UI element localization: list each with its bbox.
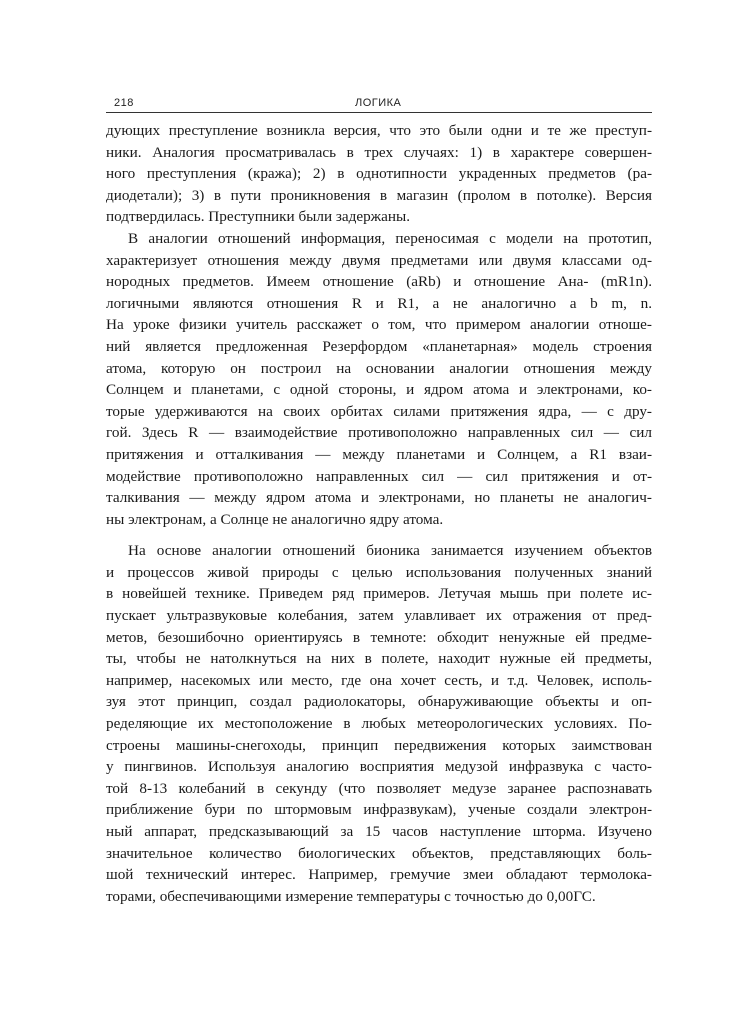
text-line: ный аппарат, предсказывающий за 15 часов наступление шторма. Изучено — [106, 823, 652, 840]
text-line: строены машины-снегоходы, принцип передвижения которых заимствован — [106, 736, 652, 754]
text-line: метов, безошибочно ориентируясь в темноте: обходит ненужные ей предме- — [106, 628, 652, 646]
text-line: пускает ультразвуковые колебания, затем улавливает их отражения от пред- — [106, 607, 652, 625]
text-line: логичными являются отношения R и R1, а не аналогично а b m, n. — [106, 294, 652, 312]
text-line: ний является предложенная Резерфордом «планетарная» модель строения — [106, 337, 652, 355]
body-text — [106, 120, 652, 907]
paragraph-1 — [106, 120, 652, 228]
text-line: атома, которую он построил на основании аналогии отношения между — [106, 359, 652, 377]
text-line: и процессов живой природы с целью использования полученных знаний — [106, 563, 652, 581]
text-line: гой. Здесь R — взаимодействие противоположно направленных сил — сил — [106, 424, 652, 442]
text-line: На уроке физики учитель расскажет о том, что примером аналогии отноше- — [106, 316, 652, 334]
text-line: характеризует отношения между двумя предметами или двумя классами од- — [106, 251, 652, 269]
text-line: ники. Аналогия просматривалась в трех случаях: 1) в характере совершен- — [106, 143, 652, 161]
text-line: в новейшей технике. Приведем ряд примеров. Летучая мышь при полете ис- — [106, 585, 652, 603]
text-line: талкивания — между ядром атома и электронами, но планеты не аналогич- — [106, 489, 652, 507]
text-line: той 8-13 колебаний в секунду (что позволяет медузе заранее распознавать — [106, 779, 652, 797]
text-line: шой технический интерес. Например, гремучие змеи обладают термолока- — [106, 866, 652, 884]
text-line: зуя этот принцип, создал радиолокаторы, обнаруживающие объекты и оп- — [106, 693, 652, 711]
text-line: ны электронам, а Солнце не аналогично ядру атома. — [106, 510, 444, 528]
text-line: например, насекомых или место, где она хочет сесть, и т.д. Человек, исполь- — [106, 671, 652, 689]
running-head — [106, 96, 652, 113]
text-line: подтвердилась. Преступники были задержаны. — [106, 208, 411, 226]
text-line: торами, обеспечивающими измерение температуры с точностью до 0,00ГС. — [106, 887, 596, 905]
text-line: притяжения и отталкивания — между планетами и Солнцем, а R1 взаи- — [106, 445, 652, 463]
text-line: ределяющие их местоположение в любых метеорологических условиях. По- — [106, 715, 652, 733]
text-line: нородных предметов. Имеем отношение (aRb) и отношение Ана- (mR1n). — [106, 273, 652, 291]
paragraph-2 — [106, 228, 652, 530]
text-line: модействие противоположно направленных сил — сил притяжения и от- — [106, 467, 652, 485]
text-line: ного преступления (кража); 2) в однотипности украденных предметов (ра- — [106, 165, 652, 183]
paragraph-3 — [106, 540, 652, 907]
text-line: На основе аналогии отношений бионика занимается изучением объектов — [128, 542, 652, 560]
text-line: значительное количество биологических объектов, представляющих боль- — [106, 844, 652, 862]
text-line: дующих преступление возникла версия, что это были одни и те же преступ- — [106, 122, 652, 139]
paragraph-spacer — [106, 530, 652, 540]
text-line: ты, чтобы не натолкнуться на них в полете, находит нужные ей предметы, — [106, 650, 652, 668]
text-line: торые удерживаются на своих орбитах силами притяжения ядра, — с дру- — [106, 402, 652, 420]
chapter-title: ЛОГИКА — [355, 97, 402, 109]
page-number: 218 — [114, 97, 134, 109]
text-line: приближение бури по штормовым инфразвукам), ученые создали электрон- — [106, 801, 652, 819]
text-line: у пингвинов. Используя аналогию восприятия медузой инфразвука с часто- — [106, 758, 652, 776]
text-line: диодетали); 3) в пути проникновения в магазин (пролом в потолке). Версия — [106, 186, 652, 204]
text-line: В аналогии отношений информация, переносимая с модели на прототип, — [128, 229, 652, 247]
text-line: Солнцем и планетами, с одной стороны, и ядром атома и электронами, ко- — [106, 381, 652, 399]
